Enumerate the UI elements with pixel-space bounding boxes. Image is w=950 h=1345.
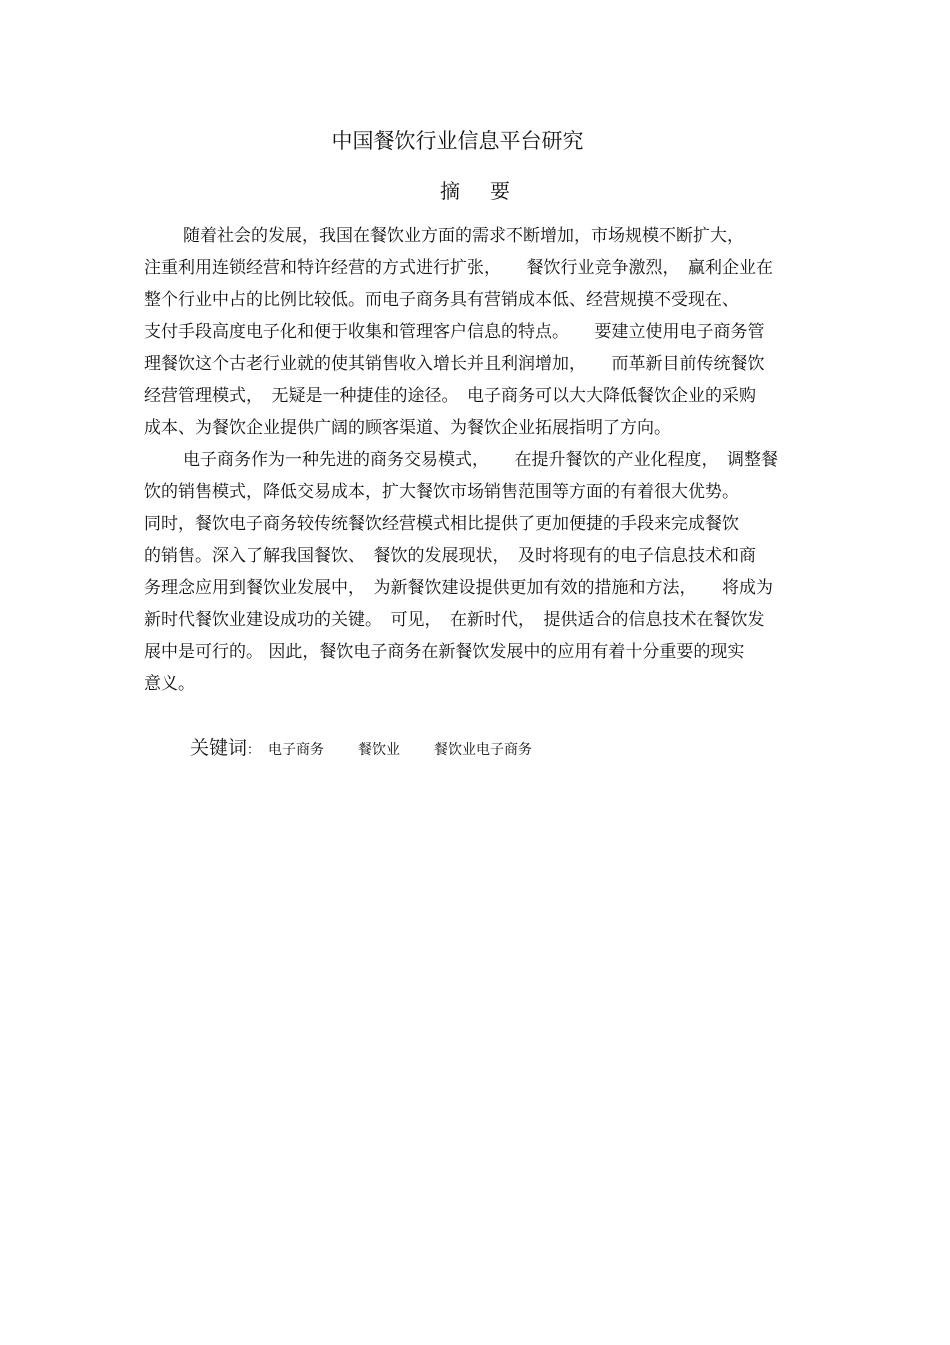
document-title: 中国餐饮行业信息平台研究 (331, 129, 584, 153)
keywords-colon: ： (247, 743, 261, 758)
keyword-item: 餐饮业 (358, 742, 401, 758)
abstract-line: 整个行业中占的比例比较低。而电子商务具有营销成本低、经营规摸不受现在、 (144, 290, 739, 310)
abstract-line: 电子商务作为一种先进的商务交易模式， 在提升餐饮的产业化程度， 调整餐 (183, 450, 778, 470)
abstract-body (144, 220, 824, 700)
abstract-line: 理餐饮这个古老行业就的使其销售收入增长并且利润增加， 而革新目前传统餐饮 (144, 354, 765, 374)
abstract-line: 随着社会的发展，我国在餐饮业方面的需求不断增加，市场规模不断扩大， (183, 226, 744, 246)
keyword-item: 餐饮业电子商务 (434, 742, 533, 758)
keywords-line (190, 733, 532, 763)
keyword-item: 电子商务 (268, 742, 325, 758)
abstract-line: 经营管理模式， 无疑是一种捷佳的途径。 电子商务可以大大降低餐饮企业的采购 (144, 386, 756, 406)
abstract-line: 务理念应用到餐饮业发展中， 为新餐饮建设提供更加有效的措施和方法， 将成为 (144, 578, 773, 598)
abstract-line: 新时代餐饮业建设成功的关键。 可见， 在新时代， 提供适合的信息技术在餐饮发 (144, 610, 765, 630)
abstract-line: 意义。 (144, 674, 195, 694)
abstract-line: 展中是可行的。 因此，餐饮电子商务在新餐饮发展中的应用有着十分重要的现实 (144, 642, 745, 662)
abstract-line: 的销售。深入了解我国餐饮、 餐饮的发展现状， 及时将现有的电子信息技术和商 (144, 546, 756, 566)
abstract-line: 注重利用连锁经营和特许经营的方式进行扩张， 餐饮行业竞争激烈， 赢利企业在 (144, 258, 773, 278)
abstract-heading (0, 176, 950, 206)
abstract-heading-char-1: 摘 (440, 179, 460, 203)
keywords-label: 关键词 (190, 737, 248, 759)
abstract-line: 成本、为餐饮企业提供广阔的顾客渠道、为餐饮企业拓展指明了方向。 (144, 418, 671, 438)
abstract-line: 支付手段高度电子化和便于收集和管理客户信息的特点。 要建立使用电子商务管 (144, 322, 765, 342)
abstract-heading-char-2: 要 (490, 179, 510, 203)
abstract-line: 饮的销售模式，降低交易成本，扩大餐饮市场销售范围等方面的有着很大优势。 (144, 482, 739, 502)
abstract-line: 同时，餐饮电子商务较传统餐饮经营模式相比提供了更加便捷的手段来完成餐饮 (144, 514, 739, 534)
